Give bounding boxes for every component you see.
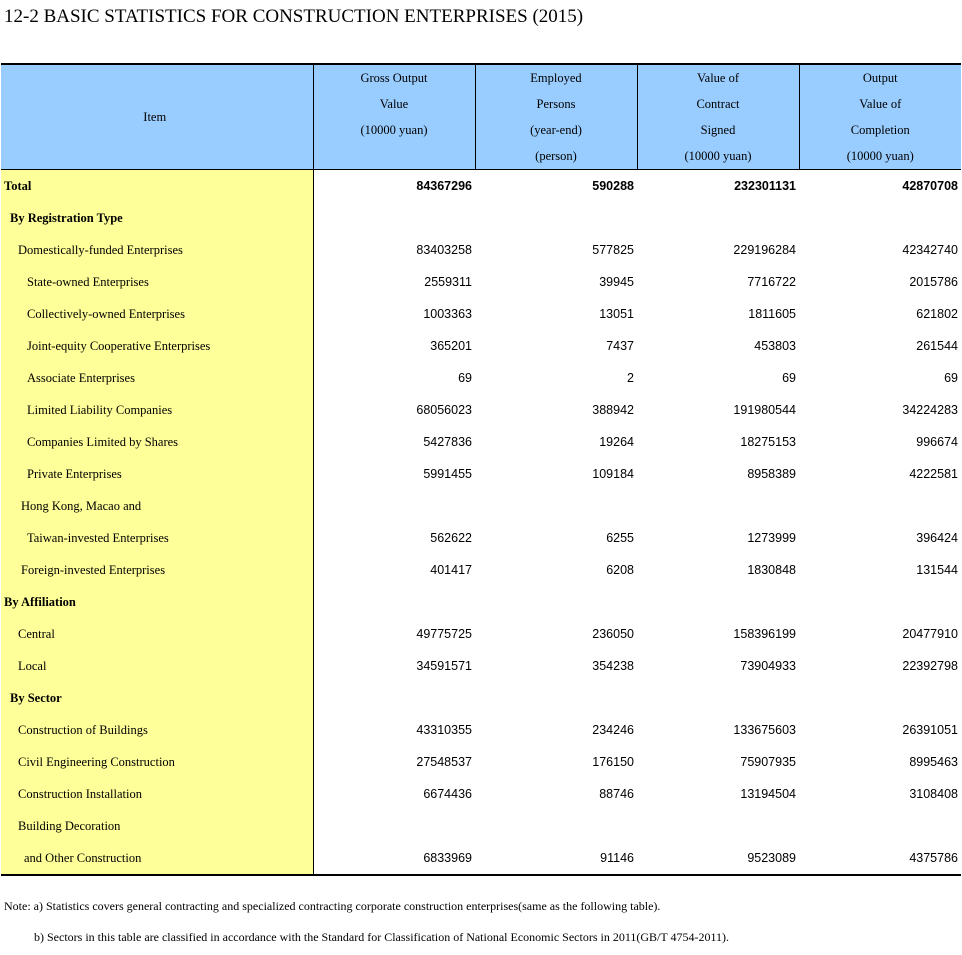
- table-cell: 261544: [916, 339, 958, 353]
- header-line: Value of: [697, 71, 739, 85]
- row-label: and Other Construction: [1, 842, 313, 875]
- table-cell: 996674: [916, 435, 958, 449]
- row-label: Collectively-owned Enterprises: [1, 298, 313, 330]
- row-label: Taiwan-invested Enterprises: [1, 522, 313, 554]
- table-row: [1, 362, 961, 394]
- table-cell: [637, 490, 799, 522]
- row-label: State-owned Enterprises: [1, 266, 313, 298]
- row-label: By Sector: [1, 682, 313, 714]
- table-cell: 3108408: [909, 787, 958, 801]
- table-cell: [475, 490, 637, 522]
- table-row: [1, 842, 961, 875]
- table-row: [1, 650, 961, 682]
- column-header-completion: [799, 64, 961, 170]
- table-cell: 26391051: [902, 723, 958, 737]
- table-cell: 42870708: [902, 179, 958, 193]
- table-row: [1, 490, 961, 522]
- table-cell: 34591571: [416, 659, 472, 673]
- table-cell: 84367296: [416, 179, 472, 193]
- table-row: [1, 394, 961, 426]
- table-cell: [313, 586, 475, 618]
- table-row: [1, 330, 961, 362]
- row-label: Construction Installation: [1, 778, 313, 810]
- header-line: (person): [535, 149, 577, 163]
- table-cell: [799, 682, 961, 714]
- table-cell: 2559311: [424, 275, 472, 289]
- table-body: [1, 170, 961, 876]
- table-cell: 1273999: [747, 531, 796, 545]
- header-line: (10000 yuan): [360, 123, 428, 137]
- table-cell: 7716722: [747, 275, 796, 289]
- table-cell: 577825: [592, 243, 634, 257]
- table-cell: 365201: [430, 339, 472, 353]
- table-cell: 396424: [916, 531, 958, 545]
- table-cell: [313, 202, 475, 234]
- table-cell: 27548537: [416, 755, 472, 769]
- statistics-table: [1, 63, 961, 876]
- notes: [4, 898, 729, 945]
- table-cell: 6208: [606, 563, 634, 577]
- table-cell: 49775725: [416, 627, 472, 641]
- row-label: Hong Kong, Macao and: [1, 490, 313, 522]
- table-cell: 232301131: [734, 179, 796, 193]
- row-label: Civil Engineering Construction: [1, 746, 313, 778]
- table-cell: 4375786: [799, 842, 961, 875]
- table-row: [1, 426, 961, 458]
- table-cell: 354238: [592, 659, 634, 673]
- table-cell: [475, 202, 637, 234]
- table-cell: [799, 810, 961, 842]
- header-line: Employed: [530, 71, 582, 85]
- header-line: Gross Output: [360, 71, 428, 85]
- table-cell: [637, 586, 799, 618]
- column-header-gross-output: [313, 64, 475, 170]
- header-line: Contract: [696, 97, 740, 111]
- table-cell: 88746: [599, 787, 634, 801]
- table-cell: 5427836: [423, 435, 472, 449]
- table-cell: 6674436: [423, 787, 472, 801]
- header-line: Output: [862, 71, 898, 85]
- header-line: Value: [379, 97, 409, 111]
- table-cell: 9523089: [637, 842, 799, 875]
- table-cell: 19264: [599, 435, 634, 449]
- table-cell: 18275153: [740, 435, 796, 449]
- column-header-item: Item: [1, 64, 313, 170]
- header-line: (10000 yuan): [846, 149, 914, 163]
- table-cell: 1830848: [747, 563, 796, 577]
- row-label: Building Decoration: [1, 810, 313, 842]
- table-cell: [313, 810, 475, 842]
- table-cell: 453803: [754, 339, 796, 353]
- row-label: Associate Enterprises: [1, 362, 313, 394]
- table-cell: 2015786: [909, 275, 958, 289]
- table-cell: 191980544: [733, 403, 796, 417]
- table-cell: 68056023: [416, 403, 472, 417]
- table-cell: [313, 682, 475, 714]
- table-cell: 4222581: [909, 467, 958, 481]
- table-cell: 621802: [916, 307, 958, 321]
- table-cell: 91146: [475, 842, 637, 875]
- table-cell: 236050: [592, 627, 634, 641]
- table-row: [1, 234, 961, 266]
- table-row: [1, 586, 961, 618]
- row-label: Limited Liability Companies: [1, 394, 313, 426]
- table-cell: 590288: [592, 179, 634, 193]
- table-cell: 229196284: [733, 243, 796, 257]
- table-cell: [475, 810, 637, 842]
- table-cell: 8995463: [909, 755, 958, 769]
- table-cell: 6255: [606, 531, 634, 545]
- row-label: Foreign-invested Enterprises: [1, 554, 313, 586]
- table-row: [1, 778, 961, 810]
- table-cell: [799, 586, 961, 618]
- table-row: [1, 714, 961, 746]
- row-label: Joint-equity Cooperative Enterprises: [1, 330, 313, 362]
- table-cell: 69: [782, 371, 796, 385]
- table-cell: 1003363: [423, 307, 472, 321]
- table-cell: 69: [944, 371, 958, 385]
- table-cell: [313, 490, 475, 522]
- table-row: [1, 298, 961, 330]
- header-line: Signed: [700, 123, 736, 137]
- table-cell: [637, 202, 799, 234]
- table-cell: 8958389: [747, 467, 796, 481]
- table-cell: 2: [627, 371, 634, 385]
- table-cell: 562622: [430, 531, 472, 545]
- table-cell: 75907935: [740, 755, 796, 769]
- table-row: [1, 682, 961, 714]
- header-line: Completion: [850, 123, 910, 137]
- page-title: 12-2 BASIC STATISTICS FOR CONSTRUCTION ENTERPRISES (2015): [4, 6, 584, 27]
- table-cell: 20477910: [902, 627, 958, 641]
- table-cell: 176150: [592, 755, 634, 769]
- table-cell: 69: [458, 371, 472, 385]
- header-line: (10000 yuan): [684, 149, 752, 163]
- table-cell: [637, 810, 799, 842]
- table-cell: 5991455: [423, 467, 472, 481]
- table-cell: 73904933: [740, 659, 796, 673]
- table-cell: 1811605: [748, 307, 796, 321]
- table-cell: [475, 586, 637, 618]
- row-label: Domestically-funded Enterprises: [1, 234, 313, 266]
- table-cell: 34224283: [902, 403, 958, 417]
- table-cell: 109184: [592, 467, 634, 481]
- table-cell: 22392798: [902, 659, 958, 673]
- table-row: [1, 746, 961, 778]
- table-cell: 39945: [599, 275, 634, 289]
- table-cell: 83403258: [416, 243, 472, 257]
- row-label: Central: [1, 618, 313, 650]
- table-cell: 7437: [606, 339, 634, 353]
- row-label: Total: [1, 170, 313, 203]
- row-label: By Registration Type: [1, 202, 313, 234]
- table-cell: 401417: [430, 563, 472, 577]
- note-a: Note: a) Statistics covers general contracting and specialized contracting corporate construction enterprises(same as the following table).: [4, 899, 661, 913]
- table-row: [1, 170, 961, 203]
- table-cell: 6833969: [313, 842, 475, 875]
- column-header-contract-signed: [637, 64, 799, 170]
- header-row: [1, 64, 961, 170]
- table-row: [1, 458, 961, 490]
- table-cell: [475, 682, 637, 714]
- row-label: Construction of Buildings: [1, 714, 313, 746]
- table-cell: 158396199: [733, 627, 796, 641]
- table-cell: 234246: [592, 723, 634, 737]
- table-cell: 13051: [599, 307, 634, 321]
- table-cell: [799, 202, 961, 234]
- row-label: Companies Limited by Shares: [1, 426, 313, 458]
- table-row: [1, 522, 961, 554]
- table-cell: 13194504: [740, 787, 796, 801]
- table-cell: 133675603: [733, 723, 796, 737]
- table-row: [1, 554, 961, 586]
- table-cell: 388942: [592, 403, 634, 417]
- header-line: Value of: [859, 97, 902, 111]
- table-row: [1, 202, 961, 234]
- header-line: Persons: [536, 97, 576, 111]
- row-label: Private Enterprises: [1, 458, 313, 490]
- header-line: (year-end): [530, 123, 582, 137]
- table-cell: [637, 682, 799, 714]
- table-row: [1, 618, 961, 650]
- table-cell: [799, 490, 961, 522]
- table-cell: 131544: [916, 563, 958, 577]
- table-row: [1, 266, 961, 298]
- table-row: [1, 810, 961, 842]
- note-b: b) Sectors in this table are classified in accordance with the Standard for Classification of National Economic Sectors in 2011(GB/T 4754-2011).: [34, 930, 730, 944]
- table-cell: 42342740: [902, 243, 958, 257]
- row-label: By Affiliation: [1, 586, 313, 618]
- table-cell: 43310355: [416, 723, 472, 737]
- row-label: Local: [1, 650, 313, 682]
- column-header-employed-persons: [475, 64, 637, 170]
